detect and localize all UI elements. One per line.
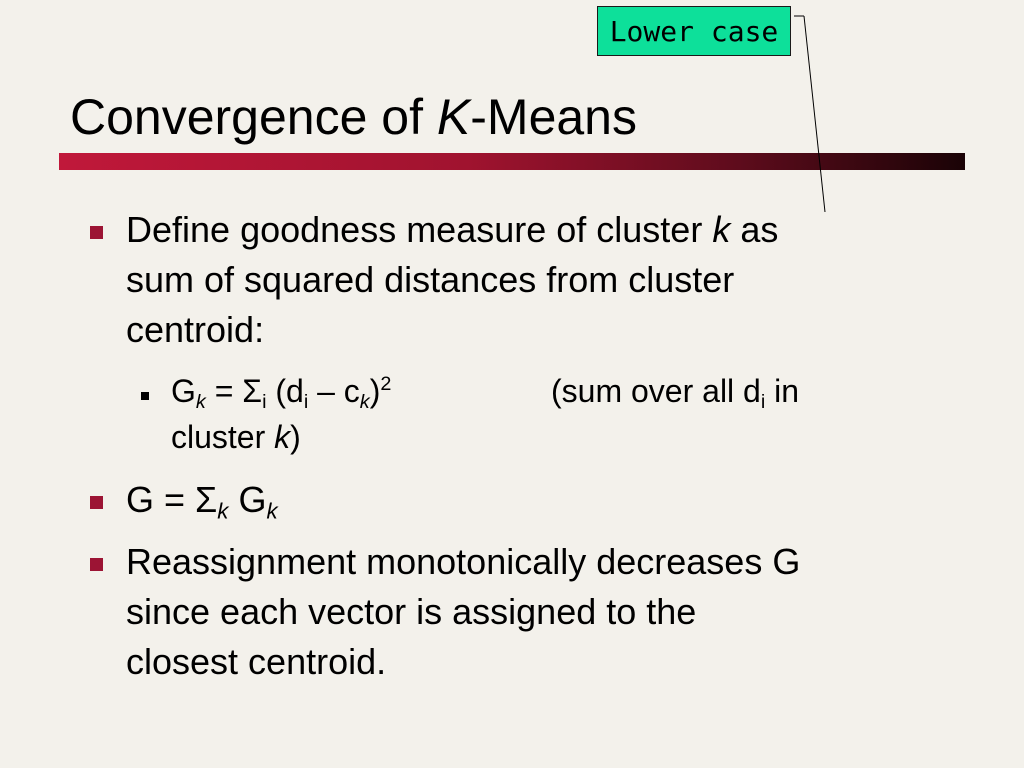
note-sub-i: i [760,390,766,413]
bullet-2-sub-k2: k [266,498,278,524]
sub-line2-italic-k: k [274,419,291,455]
bullet-1-italic-k: k [712,209,731,250]
bullet-marker [90,496,103,509]
note-text-end: in [765,373,800,409]
formula-c: – c [308,373,360,409]
bullet-1-line-2: sum of squared distances from cluster [126,259,735,300]
formula-sub-k2: k [359,390,370,413]
title-italic-k: K [436,89,471,145]
bullet-marker [90,558,103,571]
formula-g: G [171,373,196,409]
formula-d: (d [266,373,304,409]
formula-exponent: 2 [380,373,392,396]
slide-title [70,84,637,150]
note-text: (sum over all d [551,373,761,409]
sub-bullet-line-2 [171,415,301,459]
bullet-2-g-sigma: G = Σ [126,479,218,520]
formula-sub-i: i [262,390,267,413]
bullet-1-text-end: as [730,209,779,250]
sub-line2-end: ) [290,419,301,455]
bullet-2-sub-k: k [217,498,229,524]
sub-line2-text: cluster [171,419,275,455]
formula-sub-k: k [195,390,206,413]
formula-sub-i2: i [303,390,309,413]
lower-case-callout: Lower case [597,6,791,56]
formula-close: ) [369,373,381,409]
bullet-1-line-3: centroid: [126,309,265,350]
bullet-3-line-1: Reassignment monotonically decreases G [126,541,801,582]
bullet-2 [126,475,278,525]
title-prefix: Convergence of [70,89,437,145]
bullet-1-text: Define goodness measure of cluster [126,209,713,250]
sub-bullet-note [551,369,799,413]
bullet-marker [90,226,103,239]
bullet-3-line-3: closest centroid. [126,641,387,682]
bullet-2-g: G [228,479,267,520]
bullet-1-line-1 [126,205,778,255]
sub-bullet-formula [171,369,391,413]
title-suffix: -Means [470,89,637,145]
bullet-3-line-2: since each vector is assigned to the [126,591,697,632]
formula-sigma: = Σ [205,373,263,409]
sub-bullet-marker [141,392,149,400]
title-divider-bar [59,153,965,170]
